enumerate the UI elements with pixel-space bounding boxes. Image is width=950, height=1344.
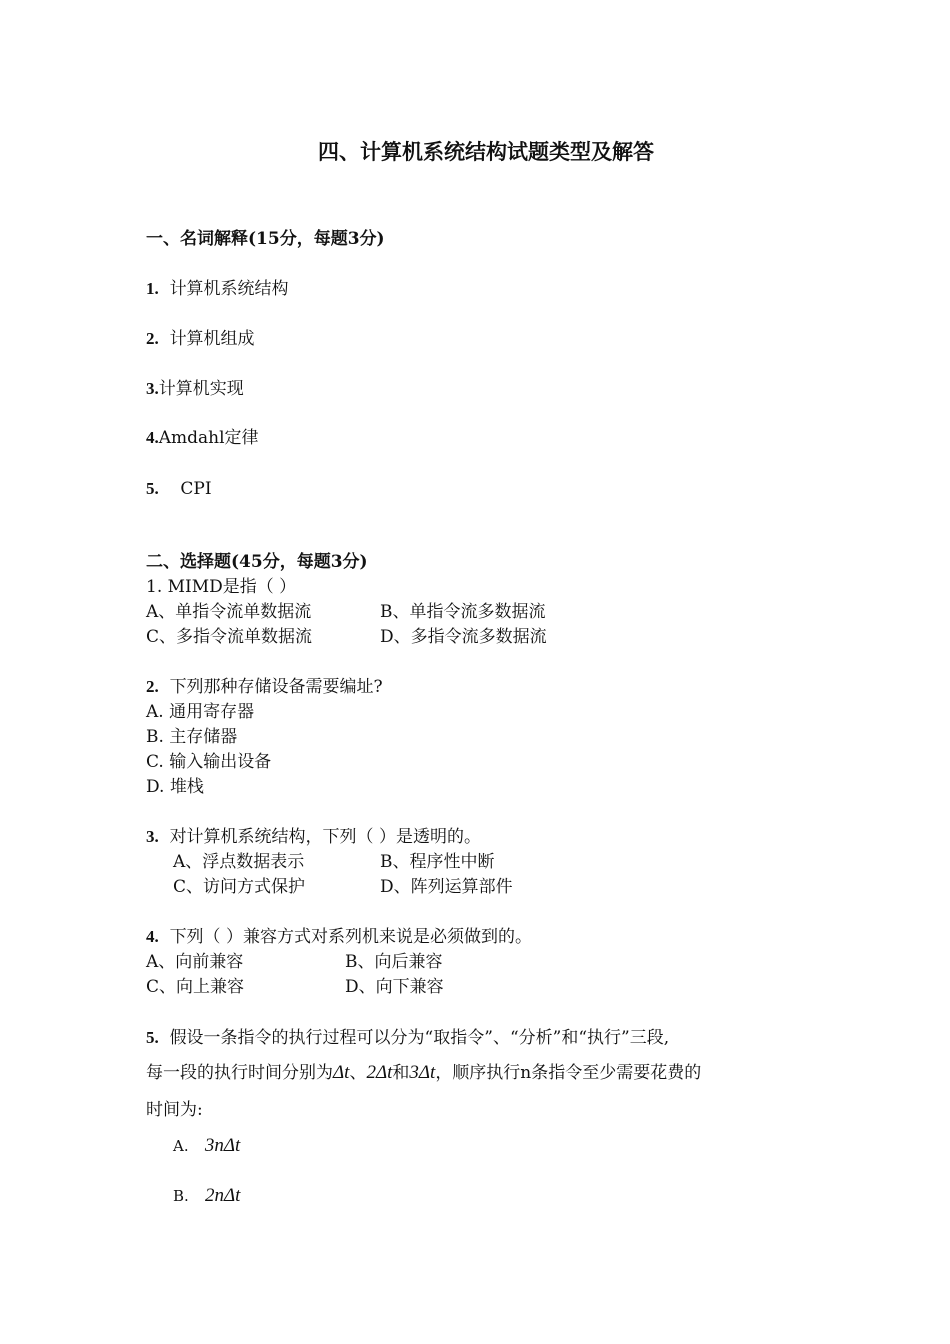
q5-option-a-label: A.: [173, 1137, 189, 1155]
q2-stem: [146, 676, 383, 698]
q3-option-a: A、浮点数据表示: [173, 852, 305, 872]
q4-option-a: A、向前兼容: [146, 952, 244, 972]
q5-line-2-pre: 每一段的执行时间分别为: [146, 1063, 333, 1083]
term-item-3-text: 计算机实现: [158, 379, 244, 399]
q3-stem: [146, 826, 481, 848]
q5-sep-2: 和: [392, 1063, 410, 1083]
q2-option-a: A. 通用寄存器: [146, 702, 255, 722]
q1-option-d: D、多指令流多数据流: [380, 627, 547, 647]
term-item-2-number: 2.: [146, 329, 159, 348]
q4-number: 4.: [146, 927, 159, 946]
term-item-4: [146, 427, 259, 449]
q5-line-1: [146, 1027, 669, 1049]
q2-text: 下列那种存储设备需要编址?: [169, 677, 383, 697]
q4-stem: [146, 926, 532, 948]
q1-stem: 1. MIMD是指（ ）: [146, 577, 297, 597]
q5-dt-3: 3Δt: [409, 1062, 436, 1083]
q1-option-a: A、单指令流单数据流: [146, 602, 312, 622]
q5-option-a-expr: 3nΔt: [204, 1135, 241, 1156]
term-item-3: [146, 378, 244, 400]
term-item-4-text: Amdahl定律: [158, 428, 259, 448]
q4-option-c: C、向上兼容: [146, 977, 245, 997]
term-item-5-text: CPI: [180, 479, 212, 499]
q4-option-b: B、向后兼容: [345, 952, 443, 972]
q5-number: 5.: [146, 1028, 159, 1047]
q4-option-d: D、向下兼容: [345, 977, 444, 997]
q4-text: 下列（ ）兼容方式对系列机来说是必须做到的。: [169, 927, 532, 947]
q1-option-c: C、多指令流单数据流: [146, 627, 313, 647]
q1-option-b: B、单指令流多数据流: [380, 602, 546, 622]
q5-sep-1: 、: [349, 1063, 367, 1083]
term-item-5-number: 5.: [146, 479, 159, 498]
q5-option-b-label: B.: [173, 1187, 189, 1205]
q3-option-c: C、访问方式保护: [173, 877, 306, 897]
q3-text: 对计算机系统结构，下列（ ）是透明的。: [169, 827, 481, 847]
section-1-heading: 一、名词解释(15分，每题3分): [146, 229, 385, 249]
q5-dt-1: Δt: [333, 1062, 350, 1083]
q5-option-b: [173, 1185, 240, 1207]
term-item-2-text: 计算机组成: [169, 329, 255, 349]
q3-option-b: B、程序性中断: [380, 852, 495, 872]
q3-number: 3.: [146, 827, 159, 846]
q5-dt-2: 2Δt: [366, 1062, 393, 1083]
q2-number: 2.: [146, 677, 159, 696]
q5-line-1-text: 假设一条指令的执行过程可以分为“取指令”、“分析”和“执行”三段,: [169, 1028, 670, 1048]
q2-option-d: D. 堆栈: [146, 777, 204, 797]
q5-option-a: [173, 1135, 240, 1157]
term-item-3-number: 3.: [146, 379, 159, 398]
term-item-4-number: 4.: [146, 428, 159, 447]
term-item-1-text: 计算机系统结构: [169, 279, 289, 299]
q5-line-2: [146, 1062, 701, 1084]
term-item-5: [146, 478, 212, 500]
q3-option-d: D、阵列运算部件: [380, 877, 513, 897]
section-2-heading: 二、选择题(45分，每题3分): [146, 552, 368, 572]
q5-line-2-post: ，顺序执行n条指令至少需要花费的: [435, 1063, 702, 1083]
page-title: 四、计算机系统结构试题类型及解答: [318, 139, 654, 164]
term-item-2: [146, 328, 255, 350]
q2-option-b: B. 主存储器: [146, 727, 238, 747]
term-item-1: [146, 278, 289, 300]
q2-option-c: C. 输入输出设备: [146, 752, 272, 772]
term-item-1-number: 1.: [146, 279, 159, 298]
q5-option-b-expr: 2nΔt: [205, 1185, 241, 1206]
q5-line-3: 时间为:: [146, 1100, 203, 1120]
